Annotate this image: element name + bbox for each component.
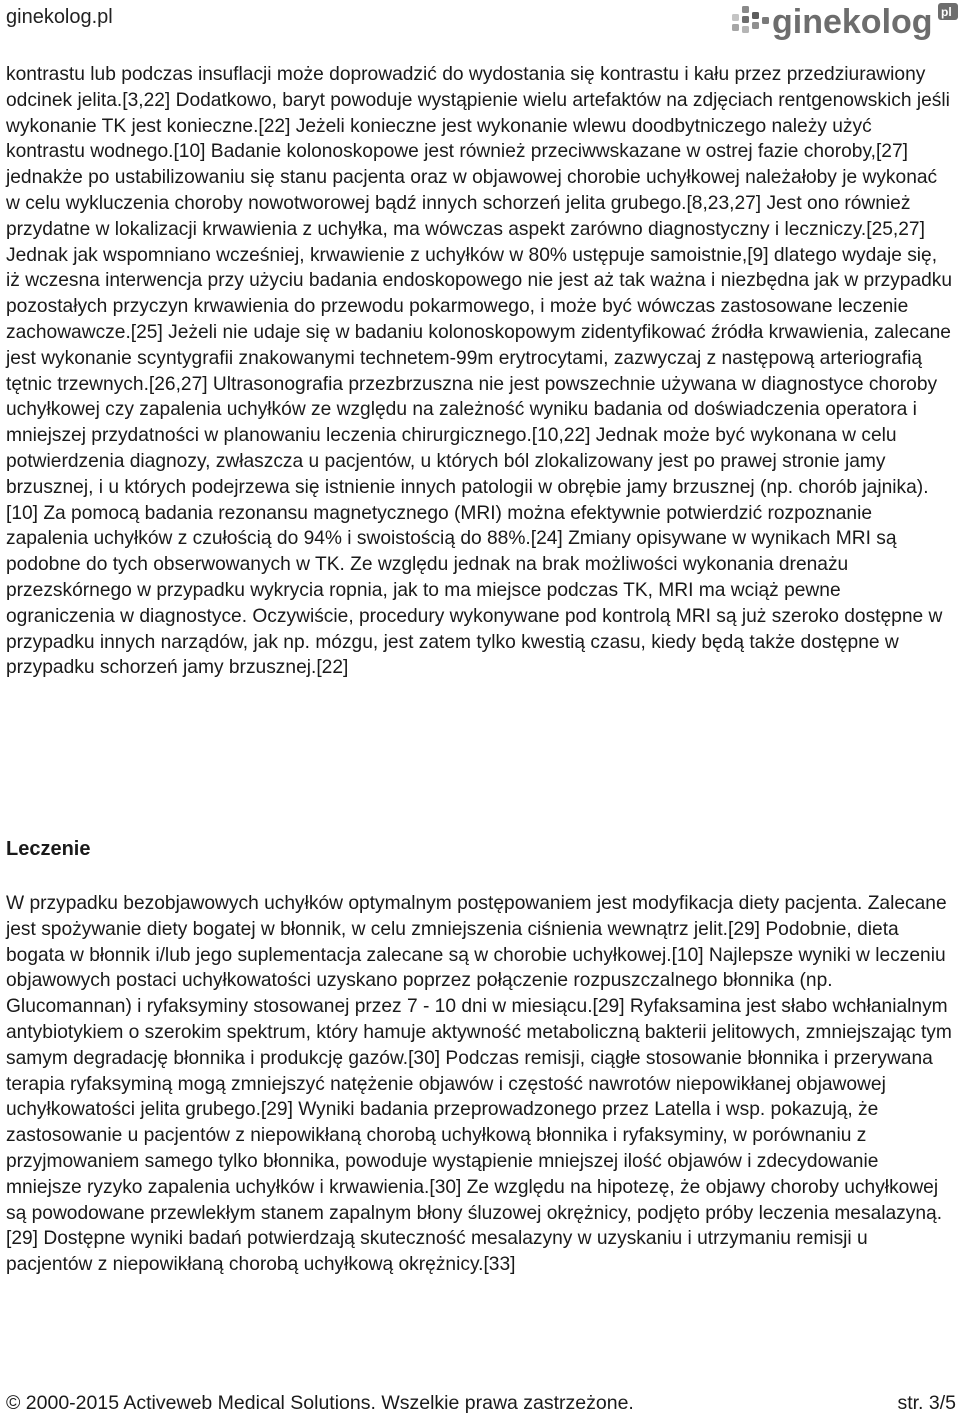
page-footer [0, 1392, 960, 1419]
logo-badge: pl [941, 5, 952, 19]
site-name[interactable]: ginekolog.pl [6, 6, 113, 28]
page-number: str. 3/5 [897, 1392, 956, 1414]
article-paragraph: W przypadku bezobjawowych uchyłków optymalnym postępowaniem jest modyfikacja diety pacjenta. Zalecane jest spożywanie diety bogatej w błonnik, w celu zmniejszenia ciśnienia wewnątrz jelit.[29] Podobnie, dieta bogata w błonnik i/lub jego suplementacja zalecane są w chorobie uchyłkowej.[10] Najlepsze wyniki w leczeniu objawowych postaci uchyłkowatości uzyskano poprzez połączenie rozpuszczalnego błonnika (np. Glucomannan) i ryfaksyminy stosowanej przez 7 - 10 dni w miesiącu.[29] Ryfaksamina jest słabo wchłanialnym antybiotykiem o szerokim spektrum, który hamuje aktywność metaboliczną bakterii jelitowych, zmniejszając tym samym degradację błonnika i produkcję gazów.[30] Podczas remisji, ciągłe stosowanie błonnika i przerywana terapia ryfaksyminą mogą zmniejszyć natężenie objawów i częstość nawrotów niepowikłanej objawowej uchyłkowatości jelita grubego.[29] Wyniki badania przeprowadzonego przez Latella i wsp. pokazują, że zastosowanie u pacjentów z niepowikłaną chorobą uchyłkową błonnika i ryfaksyminy, w porównaniu z przyjmowaniem samego tylko błonnika, powoduje wystąpienie mniejszej ilość objawów i zdecydowanie mniejsze ryzyko zapalenia uchyłków i krwawienia.[30] Ze względu na hipotezę, że objawy choroby uchyłkowej są powodowane przewlekłym stanem zapalnym błony śluzowej okrężnicy, podjęto próby leczenia mesalazyną.[29] Dostępne wyniki badań potwierdzają skuteczność mesalazyny w uzyskaniu i utrzymaniu remisji u pacjentów z niepowikłaną chorobą uchyłkową okrężnicy.[33] [6, 893, 952, 1276]
logo-wordmark: ginekolog [772, 3, 933, 41]
article-body-treatment [6, 891, 954, 1278]
article-body [6, 62, 954, 681]
copyright-notice: © 2000-2015 Activeweb Medical Solutions. Wszelkie prawa zastrzeżone. [6, 1392, 634, 1414]
ginekolog-logo [728, 0, 960, 44]
article-paragraph: kontrastu lub podczas insuflacji może doprowadzić do wydostania się kontrastu i kału przez przedziurawiony odcinek jelita.[3,22] Dodatkowo, baryt powoduje wystąpienie wielu artefaktów na zdjęciach rentgenowskich jeśli wykonanie TK jest konieczne.[22] Jeżeli konieczne jest wykonanie wlewu doodbytniczego należy użyć kontrastu wodnego.[10] Badanie kolonoskopowe jest również przeciwwskazane w ostrej fazie choroby,[27] jednakże po ustabilizowaniu się stanu pacjenta oraz w objawowej chorobie uchyłkowej należałoby je wykonać w celu wykluczenia choroby nowotworowej bądź innych schorzeń jelita grubego.[8,23,27] Jest ono również przydatne w lokalizacji krwawienia z uchyłka, ma wówczas aspekt zarówno diagnostyczny i leczniczy.[25,27] Jednak jak wspomniano wcześniej, krwawienie z uchyłków w 80% ustępuje samoistnie,[9] dlatego wydaje się, iż wczesna interwencja przy użyciu badania endoskopowego nie jest aż tak ważna i niezbędna jak w przypadku pozostałych przyczyn krwawienia do przewodu pokarmowego, i może być wówczas zastosowane leczenie zachowawcze.[25] Jeżeli nie udaje się w badaniu kolonoskopowym zidentyfikować źródła krwawienia, zalecane jest wykonanie scyntygrafii znakowanymi technetem-99m erytrocytami, zazwyczaj z następową arteriografią tętnic trzewnych.[26,27] Ultrasonografia przezbrzuszna nie jest powszechnie używana w diagnostyce choroby uchyłkowej czy zapalenia uchyłków ze względu na zależność wyniku badania od doświadczenia operatora i mniejszej przydatności w planowaniu leczenia chirurgicznego.[10,22] Jednak może być wykonana w celu potwierdzenia diagnozy, zwłaszcza u pacjentów, u których ból zlokalizowany jest po prawej stronie jamy brzusznej, i u których podejrzewa się istnienie innych patologii w obrębie jamy brzusznej (np. chorób jajnika).[10] Za pomocą badania rezonansu magnetycznego (MRI) można efektywnie potwierdzić rozpoznanie zapalenia uchyłków z czułością do 94% i swoistością do 88%.[24] Zmiany opisywane w wynikach MRI są podobne do tych obserwowanych w TK. Ze względu jednak na brak możliwości wykonania drenażu przezskórnego w przypadku wykrycia ropnia, jak to ma miejsce podczas TK, MRI ma wciąż pewne ograniczenia w diagnostyce. Oczywiście, procedury wykonywane pod kontrolą MRI są już szeroko dostępne w przypadku innych narządów, jak np. mózgu, jest zatem tylko kwestią czasu, kiedy będą także dostępne w przypadku schorzeń jamy brzusznej.[22] [6, 64, 953, 679]
section-heading: Leczenie [6, 838, 91, 860]
page-header [0, 0, 960, 48]
logo-dots-icon [732, 6, 769, 33]
